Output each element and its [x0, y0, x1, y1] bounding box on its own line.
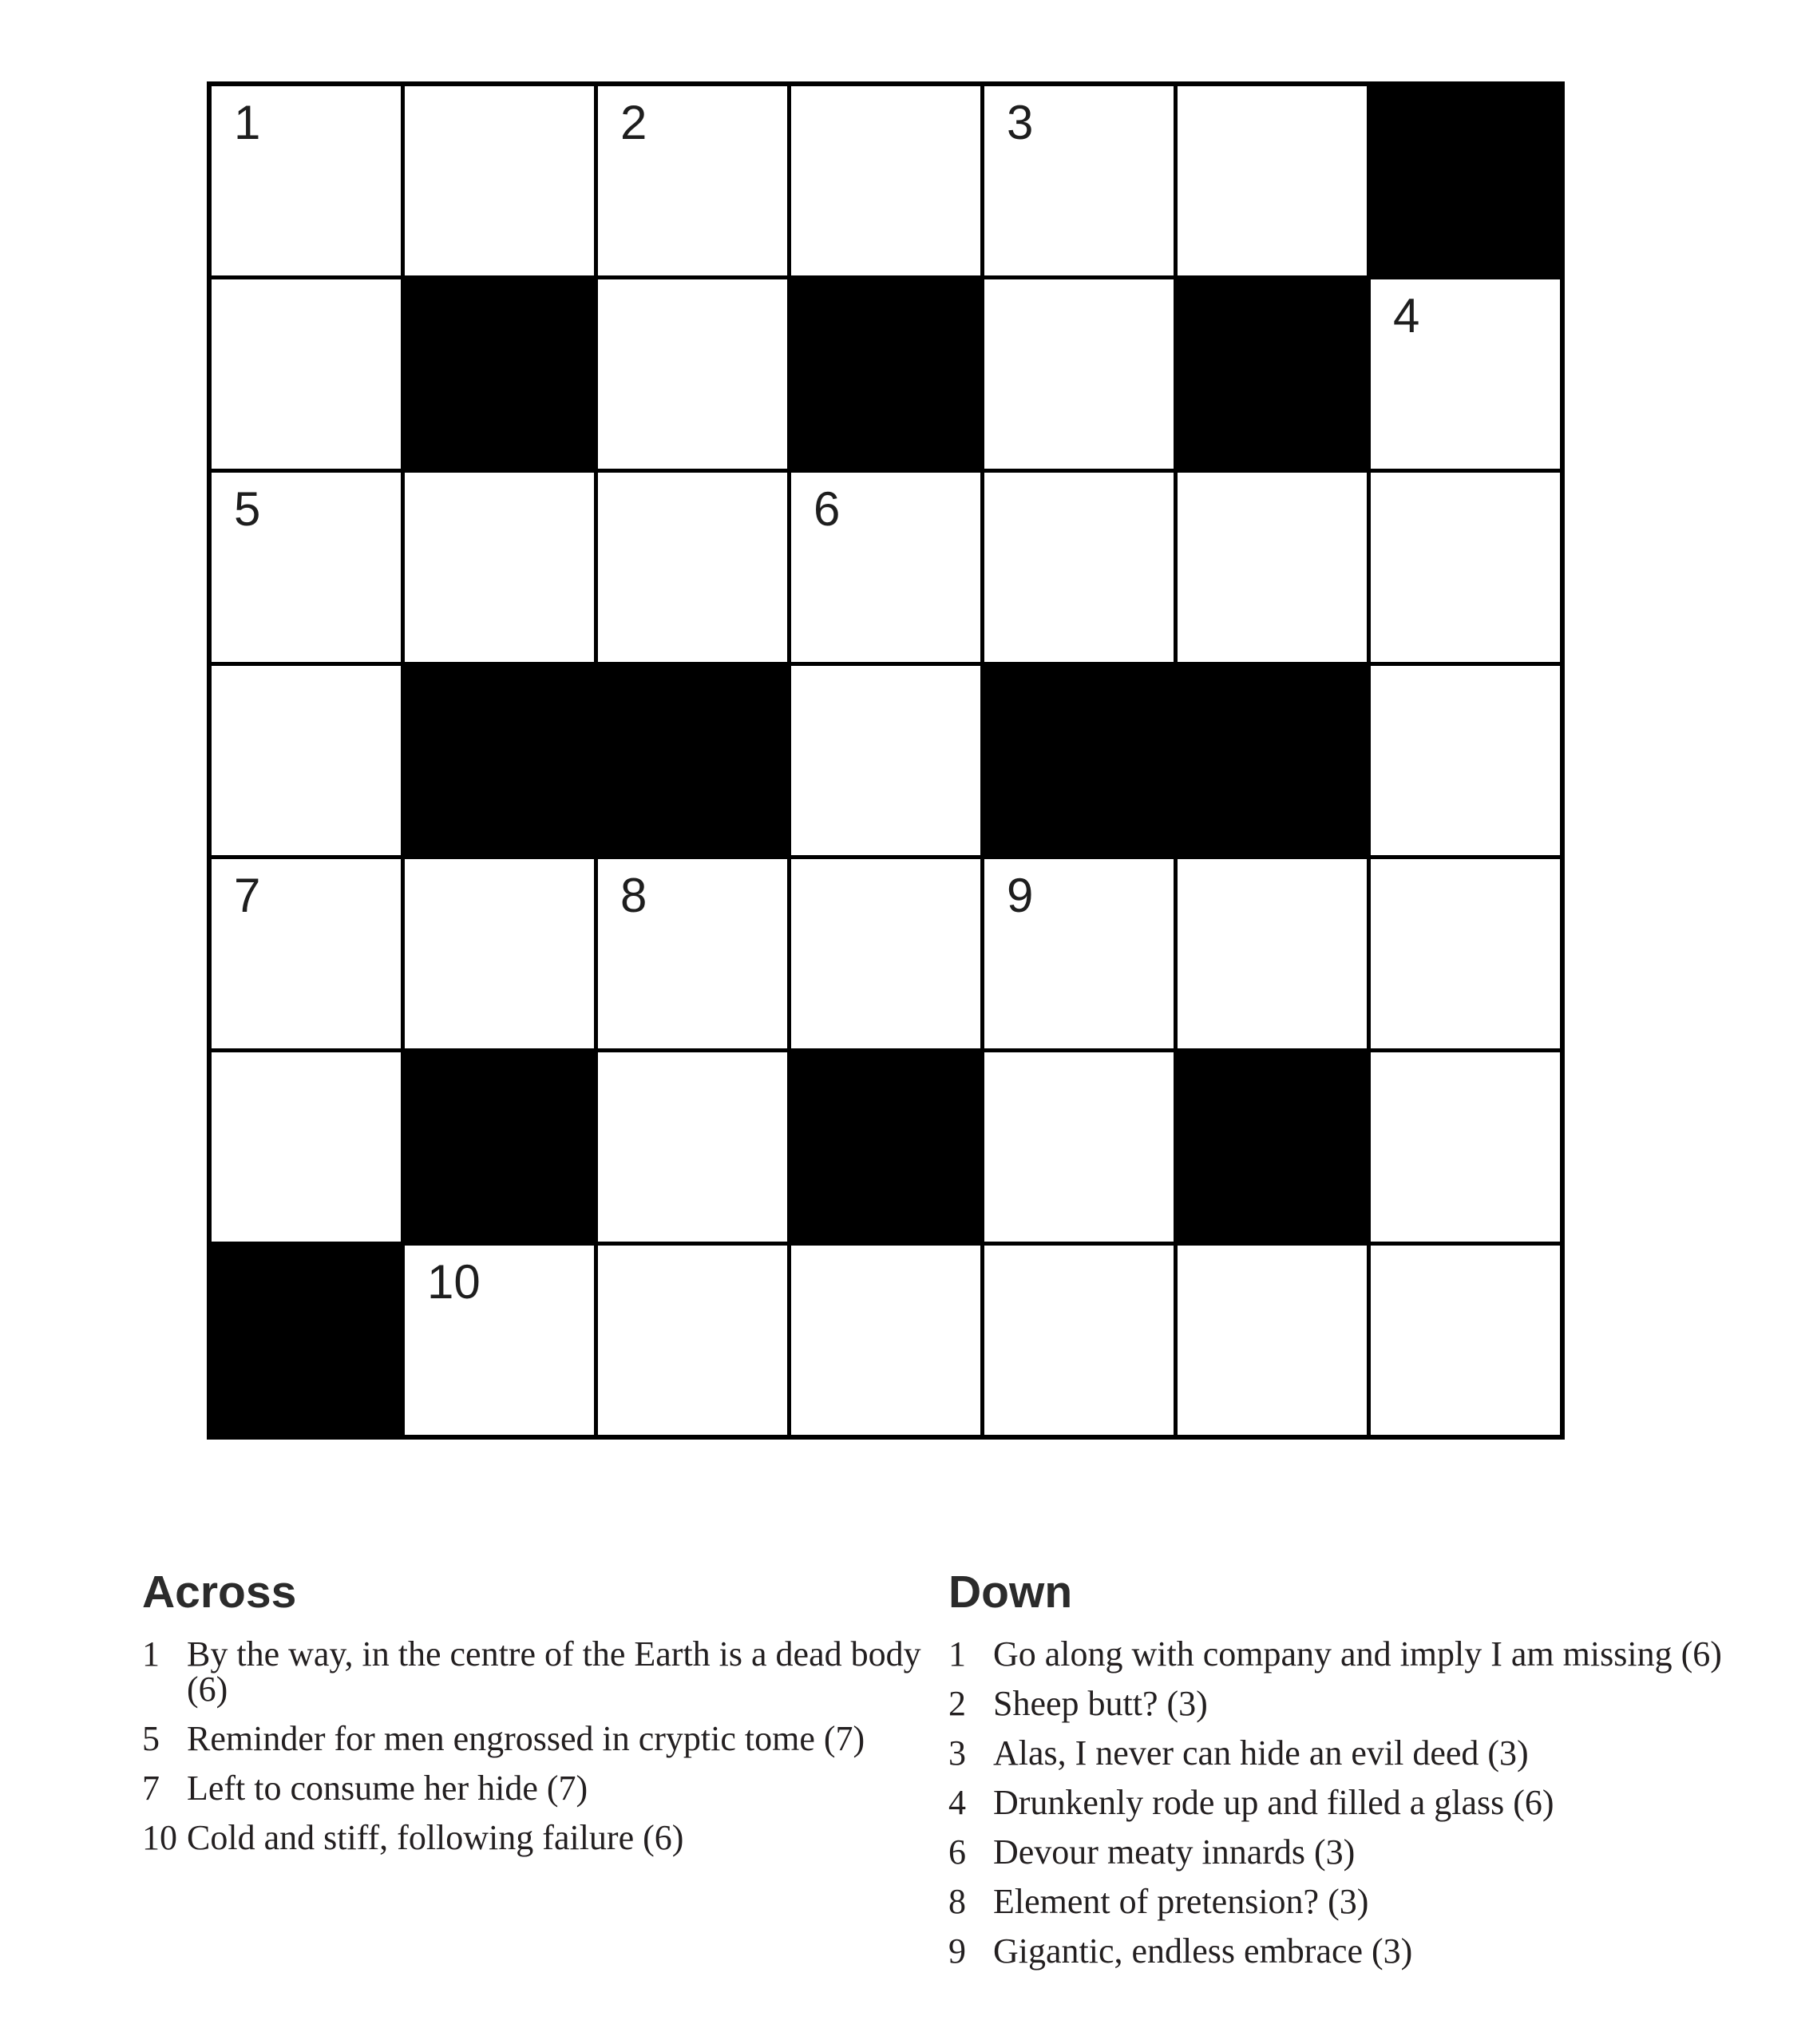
grid-cell[interactable] [212, 86, 401, 275]
across-clue-list [142, 1634, 940, 1857]
cell-number: 5 [234, 482, 261, 536]
down-clue-item [948, 1733, 1747, 1773]
down-clues-section [948, 1567, 1747, 1983]
across-clue-item [142, 1820, 940, 1856]
grid-cell[interactable] [598, 473, 787, 662]
grid-cell[interactable] [791, 859, 980, 1048]
grid-cell[interactable] [984, 1246, 1174, 1435]
clue-number: 5 [142, 1719, 160, 1758]
across-clue-item [142, 1721, 940, 1757]
across-clue-item [142, 1771, 940, 1806]
grid-blocked-cell [791, 279, 980, 469]
grid-cell[interactable] [1178, 473, 1367, 662]
clue-text: Element of pretension? (3) [993, 1882, 1369, 1921]
grid-cell[interactable] [1371, 1246, 1560, 1435]
grid-cell[interactable] [791, 1246, 980, 1435]
grid-blocked-cell [1178, 666, 1367, 855]
grid-blocked-cell [984, 666, 1174, 855]
grid-cell[interactable] [405, 86, 594, 275]
grid-cell[interactable] [598, 1052, 787, 1242]
grid-cell[interactable] [984, 1052, 1174, 1242]
grid-cell[interactable] [984, 279, 1174, 469]
cell-number: 4 [1393, 289, 1420, 343]
clue-text: By the way, in the centre of the Earth is a dead body (6) [187, 1634, 921, 1709]
grid-cell[interactable] [791, 473, 980, 662]
grid-cell[interactable] [1371, 473, 1560, 662]
grid-cell[interactable] [1371, 666, 1560, 855]
clue-text: Devour meaty innards (3) [993, 1832, 1356, 1872]
clue-text: Drunkenly rode up and filled a glass (6) [993, 1783, 1554, 1822]
clue-text: Cold and stiff, following failure (6) [187, 1818, 684, 1857]
grid-cell[interactable] [1371, 279, 1560, 469]
down-clue-item [948, 1931, 1747, 1971]
cell-number: 2 [620, 96, 647, 149]
clue-number: 10 [142, 1818, 177, 1857]
across-clue-item [142, 1634, 940, 1709]
grid-blocked-cell [405, 1052, 594, 1242]
grid-cell[interactable] [791, 666, 980, 855]
grid-cell[interactable] [1178, 86, 1367, 275]
grid-cell[interactable] [1178, 859, 1367, 1048]
grid-cell[interactable] [212, 1052, 401, 1242]
grid-cell[interactable] [405, 859, 594, 1048]
grid-cell[interactable] [212, 859, 401, 1048]
crossword-grid [207, 81, 1565, 1440]
grid-cell[interactable] [791, 86, 980, 275]
down-clue-item [948, 1832, 1747, 1872]
grid-cell[interactable] [598, 859, 787, 1048]
clue-text: Reminder for men engrossed in cryptic tome (7) [187, 1719, 865, 1758]
grid-cell[interactable] [984, 473, 1174, 662]
cell-number: 3 [1007, 96, 1034, 149]
down-clue-item [948, 1785, 1747, 1820]
grid-cell[interactable] [598, 86, 787, 275]
grid-cell[interactable] [1371, 1052, 1560, 1242]
down-clue-item [948, 1634, 1747, 1674]
grid-cell[interactable] [1371, 859, 1560, 1048]
grid-cell[interactable] [598, 279, 787, 469]
grid-cell[interactable] [405, 473, 594, 662]
cell-number: 6 [813, 482, 841, 536]
clue-number: 1 [142, 1634, 160, 1674]
down-clue-item [948, 1686, 1747, 1721]
across-heading: Across [142, 1567, 297, 1618]
grid-cell[interactable] [212, 473, 401, 662]
grid-blocked-cell [405, 279, 594, 469]
grid-cell[interactable] [598, 1246, 787, 1435]
down-heading: Down [948, 1567, 1073, 1618]
grid-cell[interactable] [212, 279, 401, 469]
across-clues-section [142, 1567, 940, 1870]
clue-number: 7 [142, 1769, 160, 1808]
cell-number: 8 [620, 869, 647, 922]
grid-blocked-cell [212, 1246, 401, 1435]
grid-cell[interactable] [984, 86, 1174, 275]
clue-text: Gigantic, endless embrace (3) [993, 1931, 1413, 1971]
clue-number: 1 [948, 1634, 966, 1674]
clue-text: Sheep butt? (3) [993, 1684, 1208, 1723]
clue-text: Left to consume her hide (7) [187, 1769, 588, 1808]
grid-blocked-cell [405, 666, 594, 855]
cell-number: 1 [234, 96, 261, 149]
clue-number: 4 [948, 1783, 966, 1822]
grid-blocked-cell [791, 1052, 980, 1242]
cell-number: 7 [234, 869, 261, 922]
grid-blocked-cell [1178, 1052, 1367, 1242]
grid-cell[interactable] [212, 666, 401, 855]
down-clue-list [948, 1634, 1747, 1971]
clue-number: 9 [948, 1931, 966, 1971]
grid-blocked-cell [598, 666, 787, 855]
grid-cell[interactable] [984, 859, 1174, 1048]
cell-number: 10 [427, 1255, 481, 1309]
clue-number: 8 [948, 1882, 966, 1921]
grid-cell[interactable] [405, 1246, 594, 1435]
clue-text: Alas, I never can hide an evil deed (3) [993, 1733, 1529, 1773]
clue-number: 2 [948, 1684, 966, 1723]
down-clue-item [948, 1884, 1747, 1919]
cell-number: 9 [1007, 869, 1034, 922]
clue-number: 6 [948, 1832, 966, 1872]
grid-blocked-cell [1178, 279, 1367, 469]
grid-blocked-cell [1371, 86, 1560, 275]
clue-number: 3 [948, 1733, 966, 1773]
grid-cell[interactable] [1178, 1246, 1367, 1435]
clue-text: Go along with company and imply I am missing (6) [993, 1634, 1722, 1674]
